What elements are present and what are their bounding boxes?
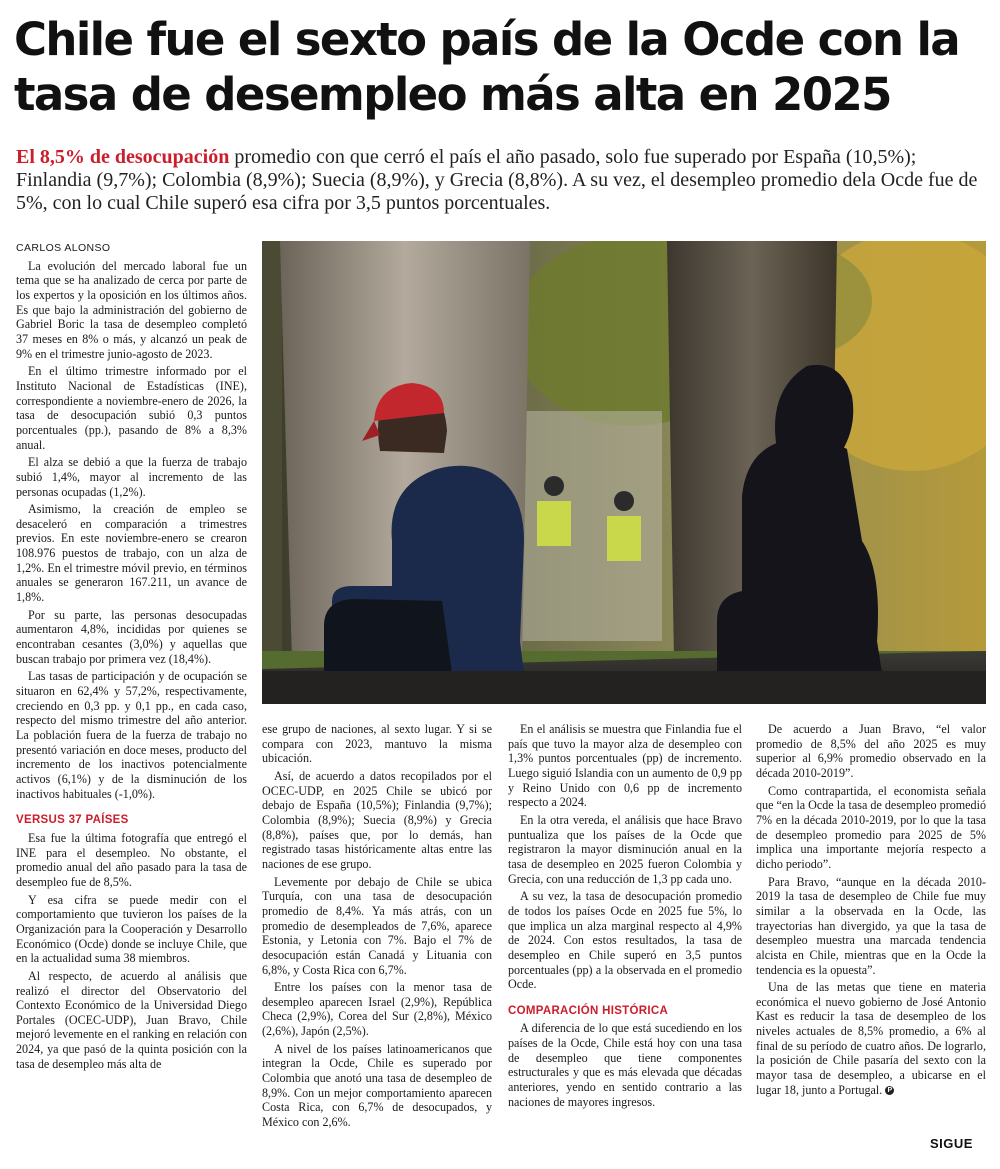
subhead-comparacion: COMPARACIÓN HISTÓRICA (508, 1004, 669, 1017)
dek-text: promedio con que cerró el país el año pasado, solo fue superado por España (10,5%); Finlandia (9,7%); Colombia (8,9%); Suecia (8,9%), y Grecia (8,8%). A su vez, el desempleo promedio dela Ocde fue de 5%, con lo cual Chile superó esa cifra por 3,5 puntos porcentuales. (16, 146, 978, 214)
paragraph: ese grupo de naciones, al sexto lugar. Y si se compara con 2023, mantuvo la misma ubicación. (262, 722, 492, 766)
paragraph: Para Bravo, “aunque en la década 2010-2019 la tasa de desempleo de Chile fue muy similar a la observada en la Ocde, las trayectorias han divergido, ya que la tasa de desempleo muestra una marcada tendencia alcista en Chile, mientras que en la Ocde la tendencia es la opuesta”. (756, 874, 986, 977)
article-photo (262, 241, 986, 704)
paragraph-text: Una de las metas que tiene en materia económica el nuevo gobierno de José Antonio Kast es reducir la tasa de desempleo de los niveles actuales de 8,5% promedio, a 6% al final de su período de cuatro años. De lograrlo, la posición de Chile pasaría del sexto con la mayor tasa de desempleo, a ubicarse en el lugar 18, junto a Portugal. (756, 980, 986, 1097)
headline: Chile fue el sexto país de la Ocde con la tasa de desempleo más alta en 2025 (14, 13, 960, 121)
paragraph: El alza se debió a que la fuerza de trabajo subió 1,4%, mayor al incremento de las personas ocupadas (1,2%). (16, 455, 247, 499)
subhead-versus: VERSUS 37 PAÍSES (16, 814, 129, 827)
paragraph: Esa fue la última fotografía que entregó el INE para el desempleo. No obstante, el promedio anual del año pasado para la tasa de desempleo fue de 8,5%. (16, 830, 247, 889)
paragraph: En el análisis se muestra que Finlandia fue el país que tuvo la mayor alza de desempleo con 1,3% puntos porcentuales (pp) de incremento. Luego siguió Islandia con un aumento de 0,9 pp y Reino Unido con 0,6 pp de incremento respecto a 2024. (508, 722, 742, 810)
byline: CARLOS ALONSO (16, 242, 111, 254)
paragraph (756, 980, 986, 1097)
paragraph: Entre los países con la menor tasa de desempleo aparecen Israel (2,9%), República Checa (2,9%), Corea del Sur (2,8%), México (2,6%), Japón (2,5%). (262, 980, 492, 1039)
dek (16, 146, 991, 215)
column-4 (756, 722, 986, 1100)
paragraph: La evolución del mercado laboral fue un tema que se ha analizado de cerca por parte de los expertos y la oposición en los últimos años. Es que bajo la administración del gobierno de Gabriel Boric la tasa de desempleo completó 37 meses en 8% o más, y alcanzó un peak de 9% en el trimestre junio-agosto de 2023. (16, 258, 247, 361)
paragraph: A diferencia de lo que está sucediendo en los países de la Ocde, Chile está hoy con una tasa de desempleo que tiene componentes estructurales y que es más elevada que décadas anteriores, yendo en sentido contrario a las naciones de mayores ingresos. (508, 1021, 742, 1109)
paragraph: A su vez, la tasa de desocupación promedio de todos los países Ocde en 2025 fue 5%, lo que implica un alza marginal respecto al 4,9% de 2024. Con estos resultados, la tasa de desempleo en Chile superó en 3,5 puntos porcentuales (pp) a la observada en el promedio Ocde. (508, 889, 742, 992)
paragraph: De acuerdo a Juan Bravo, “el valor promedio de 8,5% del año 2025 es muy superior al 6,9% promedio observado en la década 2010-2019”. (756, 722, 986, 780)
column-2 (262, 722, 492, 1133)
paragraph: Levemente por debajo de Chile se ubica Turquía, con una tasa de desocupación promedio de 8,4%. Ya más atrás, con un promedio de desempleados de 7,6%, aparece Estonia, y Letonia con 7%. Bajo el 7% de desocupación están Canadá y Lituania con 6,8%, y Costa Rica con 6,7%. (262, 874, 492, 977)
continues-label: SIGUE (930, 1136, 973, 1151)
paragraph: Asimismo, la creación de empleo se desaceleró en comparación a trimestres previos. En este noviembre-enero se crearon 108.976 puestos de trabajo, con un alza de 1,2%. En el trimestre móvil previo, en términos anuales se generaron 167.211, un avance de 1,8%. (16, 502, 247, 605)
column-1 (16, 241, 247, 1074)
photo-two-men-sitting (262, 241, 986, 704)
end-mark-icon: P (885, 1086, 894, 1095)
paragraph: Y esa cifra se puede medir con el comportamiento que tuvieron los países de la Organización para la Cooperación y Desarrollo Económico (Ocde) donde se incluye Chile, que en la actualidad suma 38 miembros. (16, 892, 247, 966)
paragraph: Así, de acuerdo a datos recopilados por el OCEC-UDP, en 2025 Chile se ubicó por debajo de España (10,5%); Finlandia (9,7%); Colombia (8,9%); Suecia (8,9%) y Grecia (8,8%), países que, por lo demás, han registrado tasas históricamente altas entre las naciones de ese grupo. (262, 768, 492, 871)
paragraph: En el último trimestre informado por el Instituto Nacional de Estadísticas (INE), correspondiente a noviembre-enero de 2026, la tasa de desocupación subió 0,3 puntos porcentuales (pp.), pasando de 8% a 8,3% anual. (16, 364, 247, 452)
paragraph: Al respecto, de acuerdo al análisis que realizó el director del Observatorio del Contexto Económico de la Universidad Diego Portales (OCEC-UDP), Juan Bravo, Chile mejoró levemente en el ranking en relación con 2024, ya que pasó de la quinta posición con la tasa de desempleo más alta de (16, 968, 247, 1071)
column-3 (508, 722, 742, 1112)
paragraph: A nivel de los países latinoamericanos que integran la Ocde, Chile es superado por Colombia que anotó una tasa de desempleo de 8,9%. Con un mejor comportamiento aparecen Costa Rica, con 6,7% de desocupados, y México con 2,6%. (262, 1041, 492, 1130)
paragraph: En la otra vereda, el análisis que hace Bravo puntualiza que los países de la Ocde que registraron la mayor disminución anual en la tasa de desempleo en 2025 fueron Colombia y Grecia, con una reducción de 1,3 pp cada uno. (508, 812, 742, 886)
dek-highlight: El 8,5% de desocupación (16, 146, 230, 168)
paragraph: Por su parte, las personas desocupadas aumentaron 4,8%, incididas por quienes se encontraban cesantes (3,0%) y aquellas que buscan trabajo por primera vez (18,4%). (16, 607, 247, 666)
paragraph: Como contrapartida, el economista señala que “en la Ocde la tasa de desempleo promedió 7% en la década 2010-2019, por lo que la tasa de desempleo promedio para 2025 de 5% implica una importante mejoría respecto a dicho periodo”. (756, 783, 986, 871)
paragraph: Las tasas de participación y de ocupación se situaron en 62,4% y 57,2%, respectivamente, creciendo en 0,3 pp. y 0,1 pp., en cada caso, respecto del mismo trimestre del año anterior. La población fuera de la fuerza de trabajo no presentó variación en doce meses, producto del incremento de los inactivos potencialmente activos (6,1%) y de la disminución de los inactivos habituales (-1,0%). (16, 669, 247, 801)
